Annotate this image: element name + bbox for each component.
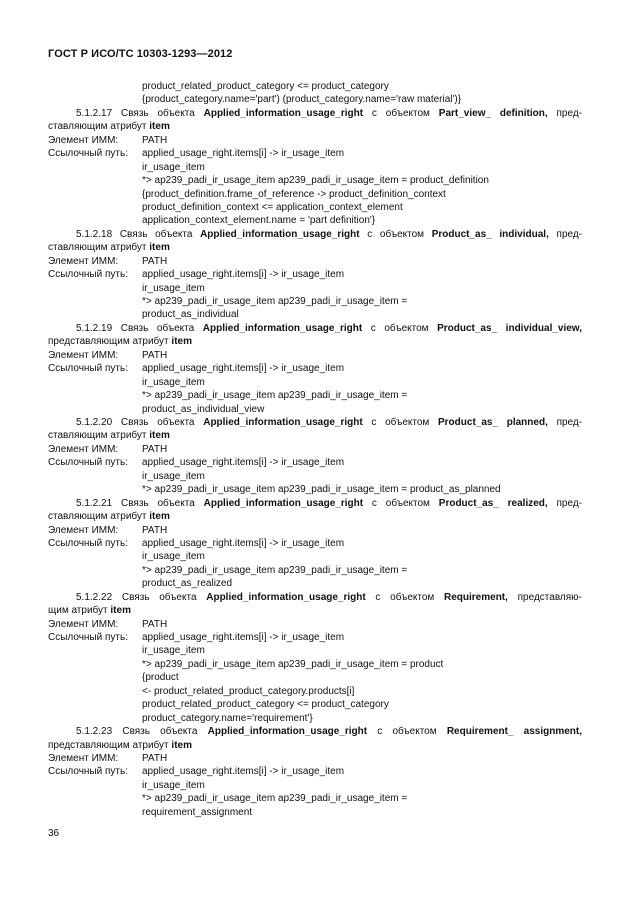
connection-prefix: Связь объекта: [121, 497, 195, 509]
path-line: ir_usage_item: [142, 470, 205, 482]
attribute-name: item: [149, 121, 170, 133]
section-5-1-2-20: [48, 416, 582, 497]
path-line: applied_usage_right.items[i] -> ir_usage_item: [142, 632, 345, 644]
section-heading-continuation: [48, 120, 582, 133]
ref-path-label: Ссылочный путь:: [48, 766, 128, 778]
section-heading-continuation: [48, 335, 582, 348]
heading-tail: представляю-: [517, 591, 582, 603]
path-line: *> ap239_padi_ir_usage_item ap239_padi_ir_usage_item =: [142, 296, 408, 308]
element-value: PATH: [142, 524, 168, 536]
path-line: *> ap239_padi_ir_usage_item ap239_padi_ir_usage_item = product: [142, 658, 444, 670]
heading-tail: пред-: [556, 416, 583, 428]
element-label: Элемент ИММ:: [48, 134, 119, 146]
attribute-phrase: представляющим атрибут: [48, 336, 169, 348]
connection-prefix: Связь объекта: [120, 322, 195, 334]
attribute-phrase: ставляющим атрибут: [48, 121, 147, 133]
path-line: applied_usage_right.items[i] -> ir_usage_item: [142, 269, 345, 281]
connection-prefix: Связь объекта: [119, 228, 193, 240]
heading-tail: пред-: [556, 497, 582, 509]
document-body: [48, 80, 582, 819]
element-value: PATH: [142, 134, 168, 146]
ref-path-label: Ссылочный путь:: [48, 457, 128, 469]
attribute-phrase: представляющим атрибут: [48, 739, 169, 751]
path-line: ir_usage_item: [142, 282, 205, 294]
path-line: application_context_element.name = 'part definition'}: [142, 215, 376, 227]
target-object: Product_as_ planned,: [438, 416, 548, 428]
section-number: 5.1.2.17: [76, 107, 113, 119]
element-value: PATH: [142, 349, 168, 361]
section-heading: [48, 228, 582, 241]
attribute-name: item: [171, 739, 192, 751]
section-number: 5.1.2.21: [76, 497, 113, 509]
target-object: Product_as_ individual,: [431, 228, 549, 240]
section-heading: [48, 107, 582, 120]
section-heading: [48, 725, 582, 738]
ref-path-row: [48, 631, 582, 644]
section-heading: [48, 591, 582, 604]
element-label: Элемент ИММ:: [48, 255, 119, 267]
path-line: applied_usage_right.items[i] -> ir_usage_item: [142, 148, 345, 160]
path-line: product_as_individual_view: [142, 403, 265, 415]
section-5-1-2-21: [48, 497, 582, 591]
attribute-phrase: ставляющим атрибут: [48, 242, 147, 254]
with-object: с объектом: [371, 416, 430, 428]
element-value: PATH: [142, 255, 168, 267]
connection-prefix: Связь объекта: [121, 591, 197, 603]
section-heading-continuation: [48, 739, 582, 752]
element-row: [48, 349, 582, 362]
path-line: ir_usage_item: [142, 551, 205, 563]
source-object: Applied_information_usage_right: [200, 228, 360, 240]
attribute-name: item: [149, 242, 170, 254]
element-label: Элемент ИММ:: [48, 618, 119, 630]
attribute-name: item: [110, 605, 131, 617]
section-5-1-2-23: [48, 725, 582, 819]
section-5-1-2-18: [48, 228, 582, 322]
section-heading: [48, 416, 582, 429]
section-heading-continuation: [48, 510, 582, 523]
path-line: ir_usage_item: [142, 779, 205, 791]
section-number: 5.1.2.18: [76, 228, 113, 240]
source-object: Applied_information_usage_right: [207, 726, 368, 738]
with-object: с объектом: [375, 591, 435, 603]
element-value: PATH: [142, 752, 168, 764]
path-line: *> ap239_padi_ir_usage_item ap239_padi_ir_usage_item = product_as_planned: [142, 484, 501, 496]
element-label: Элемент ИММ:: [48, 443, 119, 455]
path-line: applied_usage_right.items[i] -> ir_usage_item: [142, 457, 345, 469]
section-number: 5.1.2.22: [76, 591, 113, 603]
section-heading-continuation: [48, 241, 582, 254]
heading-tail: пред-: [556, 228, 583, 240]
attribute-name: item: [149, 511, 170, 523]
attribute-name: item: [149, 430, 170, 442]
target-object: Requirement,: [444, 591, 508, 603]
element-row: [48, 524, 582, 537]
path-line: product_as_individual: [142, 309, 239, 321]
path-line: <- product_related_product_category.products[i]: [142, 685, 355, 697]
ref-path-row: [48, 147, 582, 160]
ref-path-label: Ссылочный путь:: [48, 148, 128, 160]
path-line: requirement_assignment: [142, 806, 253, 818]
element-row: [48, 255, 582, 268]
section-heading: [48, 497, 582, 510]
element-row: [48, 134, 582, 147]
path-line: product_definition_context <= application_context_element: [142, 201, 403, 213]
sections-container: [48, 107, 582, 819]
intro-line: product_related_product_category <= product_category: [142, 81, 389, 92]
path-line: *> ap239_padi_ir_usage_item ap239_padi_ir_usage_item =: [142, 564, 408, 576]
target-object: Part_view_ definition,: [438, 107, 548, 119]
path-line: {product: [142, 672, 179, 684]
path-line: product_related_product_category <= product_category: [142, 699, 389, 711]
element-row: [48, 443, 582, 456]
path-line: applied_usage_right.items[i] -> ir_usage_item: [142, 537, 345, 549]
attribute-name: item: [171, 336, 192, 348]
with-object: с объектом: [367, 228, 425, 240]
intro-line: {product_category.name='part') (product_category.name='raw material')}: [142, 94, 462, 106]
path-line: *> ap239_padi_ir_usage_item ap239_padi_ir_usage_item =: [142, 793, 408, 805]
document-header: ГОСТ Р ИСО/ТС 10303-1293—2012: [48, 48, 233, 60]
ref-path-label: Ссылочный путь:: [48, 537, 128, 549]
ref-path-label: Ссылочный путь:: [48, 632, 128, 644]
source-object: Applied_information_usage_right: [203, 497, 364, 509]
ref-path-row: [48, 456, 582, 469]
target-object: Product_as_ individual_view,: [437, 322, 582, 334]
element-label: Элемент ИММ:: [48, 524, 119, 536]
ref-path-label: Ссылочный путь:: [48, 363, 128, 375]
element-label: Элемент ИММ:: [48, 349, 119, 361]
element-value: PATH: [142, 618, 168, 630]
section-heading-continuation: [48, 429, 582, 442]
with-object: с объектом: [370, 322, 429, 334]
with-object: с объектом: [371, 497, 430, 509]
section-heading: [48, 322, 582, 335]
connection-prefix: Связь объекта: [120, 416, 195, 428]
path-line: applied_usage_right.items[i] -> ir_usage_item: [142, 363, 345, 375]
section-5-1-2-22: [48, 591, 582, 725]
ref-path-row: [48, 765, 582, 778]
path-line: product_category.name='requirement'}: [142, 712, 313, 724]
element-value: PATH: [142, 443, 168, 455]
source-object: Applied_information_usage_right: [203, 107, 364, 119]
source-object: Applied_information_usage_right: [203, 416, 363, 428]
target-object: Requirement_ assignment,: [446, 726, 583, 738]
path-line: applied_usage_right.items[i] -> ir_usage_item: [142, 766, 345, 778]
with-object: с объектом: [377, 726, 437, 738]
section-number: 5.1.2.19: [76, 322, 113, 334]
path-line: ir_usage_item: [142, 161, 205, 173]
ref-path-label: Ссылочный путь:: [48, 269, 128, 281]
source-object: Applied_information_usage_right: [206, 591, 366, 603]
connection-prefix: Связь объекта: [121, 107, 195, 119]
ref-path-row: [48, 268, 582, 281]
page-number: 36: [48, 828, 60, 839]
attribute-phrase: щим атрибут: [48, 605, 108, 617]
source-object: Applied_information_usage_right: [202, 322, 363, 334]
attribute-phrase: ставляющим атрибут: [48, 511, 147, 523]
element-label: Элемент ИММ:: [48, 752, 119, 764]
path-line: ir_usage_item: [142, 376, 205, 388]
section-number: 5.1.2.20: [76, 416, 113, 428]
section-number: 5.1.2.23: [76, 726, 113, 738]
section-5-1-2-19: [48, 322, 582, 416]
connection-prefix: Связь объекта: [122, 726, 198, 738]
path-line: product_as_realized: [142, 578, 233, 590]
section-5-1-2-17: [48, 107, 582, 228]
ref-path-row: [48, 362, 582, 375]
element-row: [48, 752, 582, 765]
heading-tail: пред-: [556, 107, 582, 119]
with-object: с объектом: [371, 107, 430, 119]
path-line: {product_definition.frame_of_reference -> product_definition_context: [142, 188, 446, 200]
target-object: Product_as_ realized,: [438, 497, 548, 509]
path-line: ir_usage_item: [142, 645, 205, 657]
path-line: *> ap239_padi_ir_usage_item ap239_padi_ir_usage_item = product_definition: [142, 175, 489, 187]
path-line: *> ap239_padi_ir_usage_item ap239_padi_ir_usage_item =: [142, 390, 408, 402]
section-heading-continuation: [48, 604, 582, 617]
attribute-phrase: ставляющим атрибут: [48, 430, 147, 442]
ref-path-row: [48, 537, 582, 550]
element-row: [48, 618, 582, 631]
